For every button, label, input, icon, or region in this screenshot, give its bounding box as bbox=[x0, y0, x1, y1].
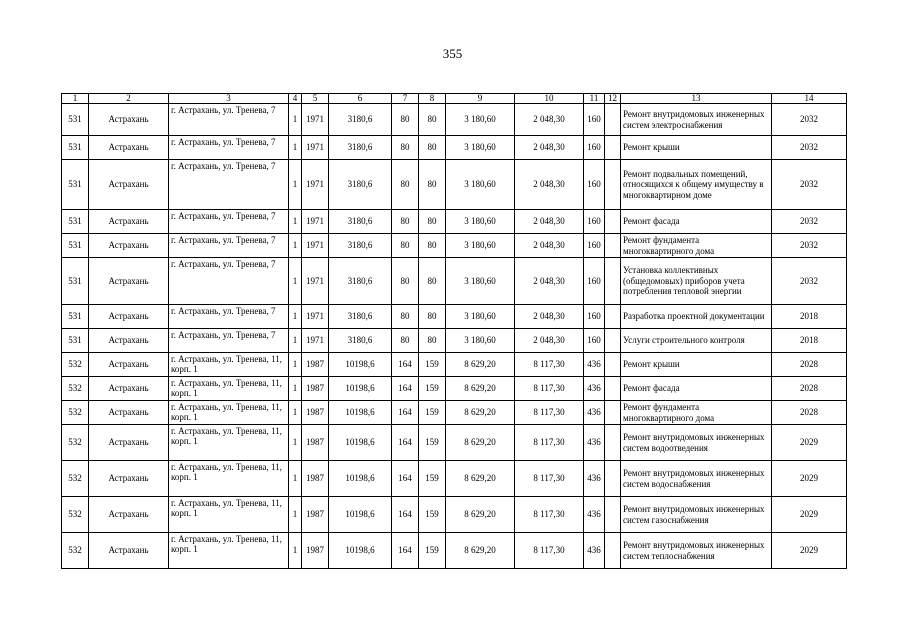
cell-address: г. Астрахань, ул. Тренева, 7 bbox=[169, 160, 289, 210]
cell-col11: 160 bbox=[584, 160, 605, 210]
cell-work-type: Ремонт подвальных помещений, относящихся к общему имуществу в многоквартирном доме bbox=[621, 160, 772, 210]
cell-col8: 80 bbox=[419, 258, 446, 305]
cell-area: 10198,6 bbox=[329, 377, 392, 401]
cell-col4: 1 bbox=[289, 305, 302, 329]
cell-area: 3180,6 bbox=[329, 329, 392, 353]
cell-col10: 8 117,30 bbox=[515, 377, 584, 401]
cell-col10: 8 117,30 bbox=[515, 353, 584, 377]
cell-number: 531 bbox=[62, 136, 89, 160]
capital-repair-table bbox=[61, 93, 847, 569]
cell-col11: 160 bbox=[584, 258, 605, 305]
cell-col9: 8 629,20 bbox=[446, 461, 515, 497]
cell-col8: 80 bbox=[419, 234, 446, 258]
cell-term: 2028 bbox=[772, 401, 847, 425]
cell-term: 2028 bbox=[772, 377, 847, 401]
cell-city: Астрахань bbox=[89, 533, 169, 569]
cell-col4: 1 bbox=[289, 136, 302, 160]
column-number: 10 bbox=[515, 94, 584, 104]
column-number: 3 bbox=[169, 94, 289, 104]
cell-address: г. Астрахань, ул. Тренева, 11, корп. 1 bbox=[169, 401, 289, 425]
cell-term: 2029 bbox=[772, 497, 847, 533]
cell-term: 2032 bbox=[772, 258, 847, 305]
cell-col12 bbox=[605, 329, 621, 353]
cell-col7: 164 bbox=[392, 353, 419, 377]
cell-col7: 164 bbox=[392, 401, 419, 425]
cell-term: 2018 bbox=[772, 329, 847, 353]
cell-number: 531 bbox=[62, 104, 89, 136]
cell-area: 3180,6 bbox=[329, 234, 392, 258]
cell-work-type: Ремонт внутридомовых инженерных систем водоснабжения bbox=[621, 461, 772, 497]
cell-year: 1971 bbox=[302, 234, 329, 258]
cell-col7: 164 bbox=[392, 533, 419, 569]
cell-col8: 80 bbox=[419, 305, 446, 329]
cell-col11: 436 bbox=[584, 497, 605, 533]
cell-address: г. Астрахань, ул. Тренева, 11, корп. 1 bbox=[169, 497, 289, 533]
cell-col11: 160 bbox=[584, 329, 605, 353]
cell-term: 2029 bbox=[772, 425, 847, 461]
cell-year: 1987 bbox=[302, 377, 329, 401]
table-row bbox=[62, 305, 847, 329]
cell-col7: 80 bbox=[392, 104, 419, 136]
cell-col9: 3 180,60 bbox=[446, 305, 515, 329]
column-number: 5 bbox=[302, 94, 329, 104]
cell-year: 1971 bbox=[302, 329, 329, 353]
cell-col8: 159 bbox=[419, 425, 446, 461]
cell-year: 1987 bbox=[302, 353, 329, 377]
cell-col10: 8 117,30 bbox=[515, 497, 584, 533]
cell-col8: 80 bbox=[419, 329, 446, 353]
cell-col7: 80 bbox=[392, 305, 419, 329]
cell-col9: 8 629,20 bbox=[446, 533, 515, 569]
cell-area: 3180,6 bbox=[329, 210, 392, 234]
cell-city: Астрахань bbox=[89, 210, 169, 234]
cell-col4: 1 bbox=[289, 377, 302, 401]
cell-col7: 164 bbox=[392, 425, 419, 461]
cell-col9: 8 629,20 bbox=[446, 401, 515, 425]
table-row bbox=[62, 401, 847, 425]
column-number: 14 bbox=[772, 94, 847, 104]
table-row bbox=[62, 497, 847, 533]
cell-col10: 8 117,30 bbox=[515, 533, 584, 569]
column-number: 6 bbox=[329, 94, 392, 104]
cell-col7: 164 bbox=[392, 497, 419, 533]
cell-col10: 2 048,30 bbox=[515, 234, 584, 258]
table-row bbox=[62, 461, 847, 497]
cell-term: 2029 bbox=[772, 533, 847, 569]
cell-work-type: Ремонт внутридомовых инженерных систем теплоснабжения bbox=[621, 533, 772, 569]
cell-col10: 2 048,30 bbox=[515, 329, 584, 353]
cell-area: 10198,6 bbox=[329, 497, 392, 533]
cell-address: г. Астрахань, ул. Тренева, 7 bbox=[169, 305, 289, 329]
cell-col7: 80 bbox=[392, 160, 419, 210]
cell-col8: 159 bbox=[419, 401, 446, 425]
cell-col8: 159 bbox=[419, 497, 446, 533]
cell-city: Астрахань bbox=[89, 104, 169, 136]
cell-address: г. Астрахань, ул. Тренева, 11, корп. 1 bbox=[169, 533, 289, 569]
cell-area: 3180,6 bbox=[329, 136, 392, 160]
cell-city: Астрахань bbox=[89, 136, 169, 160]
cell-col7: 164 bbox=[392, 461, 419, 497]
cell-col8: 159 bbox=[419, 533, 446, 569]
table-row bbox=[62, 210, 847, 234]
cell-col12 bbox=[605, 425, 621, 461]
cell-area: 3180,6 bbox=[329, 160, 392, 210]
cell-city: Астрахань bbox=[89, 258, 169, 305]
cell-col10: 2 048,30 bbox=[515, 210, 584, 234]
cell-col12 bbox=[605, 136, 621, 160]
cell-number: 532 bbox=[62, 461, 89, 497]
cell-work-type: Ремонт внутридомовых инженерных систем газоснабжения bbox=[621, 497, 772, 533]
cell-year: 1987 bbox=[302, 461, 329, 497]
cell-area: 10198,6 bbox=[329, 353, 392, 377]
table-row bbox=[62, 104, 847, 136]
table-row bbox=[62, 160, 847, 210]
cell-col8: 80 bbox=[419, 104, 446, 136]
cell-col9: 8 629,20 bbox=[446, 497, 515, 533]
cell-col8: 159 bbox=[419, 461, 446, 497]
cell-col9: 3 180,60 bbox=[446, 210, 515, 234]
cell-work-type: Установка коллективных (общедомовых) приборов учета потребления тепловой энергии bbox=[621, 258, 772, 305]
cell-col11: 436 bbox=[584, 461, 605, 497]
cell-number: 531 bbox=[62, 305, 89, 329]
cell-col7: 80 bbox=[392, 329, 419, 353]
cell-col8: 159 bbox=[419, 353, 446, 377]
cell-term: 2028 bbox=[772, 353, 847, 377]
cell-year: 1971 bbox=[302, 210, 329, 234]
cell-col12 bbox=[605, 497, 621, 533]
cell-address: г. Астрахань, ул. Тренева, 7 bbox=[169, 329, 289, 353]
cell-col8: 80 bbox=[419, 160, 446, 210]
cell-col4: 1 bbox=[289, 401, 302, 425]
cell-city: Астрахань bbox=[89, 497, 169, 533]
cell-address: г. Астрахань, ул. Тренева, 7 bbox=[169, 136, 289, 160]
cell-col11: 160 bbox=[584, 210, 605, 234]
cell-address: г. Астрахань, ул. Тренева, 11, корп. 1 bbox=[169, 377, 289, 401]
cell-col11: 436 bbox=[584, 377, 605, 401]
cell-col9: 3 180,60 bbox=[446, 258, 515, 305]
cell-col12 bbox=[605, 210, 621, 234]
cell-col7: 80 bbox=[392, 136, 419, 160]
cell-year: 1971 bbox=[302, 136, 329, 160]
table-row bbox=[62, 234, 847, 258]
cell-col4: 1 bbox=[289, 425, 302, 461]
table-row bbox=[62, 533, 847, 569]
column-number: 11 bbox=[584, 94, 605, 104]
cell-year: 1971 bbox=[302, 305, 329, 329]
cell-number: 531 bbox=[62, 234, 89, 258]
cell-area: 10198,6 bbox=[329, 401, 392, 425]
column-number: 4 bbox=[289, 94, 302, 104]
cell-area: 10198,6 bbox=[329, 425, 392, 461]
cell-address: г. Астрахань, ул. Тренева, 7 bbox=[169, 210, 289, 234]
cell-col4: 1 bbox=[289, 160, 302, 210]
table-row bbox=[62, 136, 847, 160]
cell-number: 531 bbox=[62, 258, 89, 305]
cell-address: г. Астрахань, ул. Тренева, 7 bbox=[169, 234, 289, 258]
cell-work-type: Услуги строительного контроля bbox=[621, 329, 772, 353]
column-number: 7 bbox=[392, 94, 419, 104]
cell-col10: 2 048,30 bbox=[515, 305, 584, 329]
cell-city: Астрахань bbox=[89, 160, 169, 210]
cell-col9: 3 180,60 bbox=[446, 136, 515, 160]
cell-area: 10198,6 bbox=[329, 533, 392, 569]
cell-work-type: Ремонт фундамента многоквартирного дома bbox=[621, 401, 772, 425]
cell-number: 532 bbox=[62, 377, 89, 401]
column-number: 13 bbox=[621, 94, 772, 104]
cell-work-type: Ремонт внутридомовых инженерных систем электроснабжения bbox=[621, 104, 772, 136]
cell-address: г. Астрахань, ул. Тренева, 11, корп. 1 bbox=[169, 461, 289, 497]
cell-col8: 80 bbox=[419, 210, 446, 234]
table-row bbox=[62, 258, 847, 305]
cell-col10: 2 048,30 bbox=[515, 136, 584, 160]
cell-term: 2032 bbox=[772, 234, 847, 258]
table-row bbox=[62, 329, 847, 353]
cell-year: 1971 bbox=[302, 258, 329, 305]
cell-col11: 160 bbox=[584, 305, 605, 329]
cell-city: Астрахань bbox=[89, 401, 169, 425]
cell-work-type: Ремонт внутридомовых инженерных систем водоотведения bbox=[621, 425, 772, 461]
cell-city: Астрахань bbox=[89, 377, 169, 401]
column-number: 1 bbox=[62, 94, 89, 104]
cell-address: г. Астрахань, ул. Тренева, 11, корп. 1 bbox=[169, 425, 289, 461]
cell-work-type: Ремонт крыши bbox=[621, 353, 772, 377]
cell-col12 bbox=[605, 533, 621, 569]
cell-col4: 1 bbox=[289, 258, 302, 305]
cell-col11: 160 bbox=[584, 104, 605, 136]
cell-col4: 1 bbox=[289, 533, 302, 569]
cell-year: 1987 bbox=[302, 497, 329, 533]
cell-term: 2029 bbox=[772, 461, 847, 497]
cell-number: 531 bbox=[62, 329, 89, 353]
cell-col9: 3 180,60 bbox=[446, 160, 515, 210]
cell-col4: 1 bbox=[289, 497, 302, 533]
cell-col9: 8 629,20 bbox=[446, 377, 515, 401]
column-number: 12 bbox=[605, 94, 621, 104]
cell-term: 2018 bbox=[772, 305, 847, 329]
cell-col4: 1 bbox=[289, 329, 302, 353]
cell-col9: 3 180,60 bbox=[446, 234, 515, 258]
table-row bbox=[62, 353, 847, 377]
table-row bbox=[62, 377, 847, 401]
cell-address: г. Астрахань, ул. Тренева, 11, корп. 1 bbox=[169, 353, 289, 377]
cell-col11: 436 bbox=[584, 533, 605, 569]
cell-col12 bbox=[605, 377, 621, 401]
cell-address: г. Астрахань, ул. Тренева, 7 bbox=[169, 258, 289, 305]
cell-year: 1987 bbox=[302, 533, 329, 569]
cell-col12 bbox=[605, 104, 621, 136]
cell-term: 2032 bbox=[772, 160, 847, 210]
column-number: 8 bbox=[419, 94, 446, 104]
cell-year: 1987 bbox=[302, 425, 329, 461]
cell-col8: 80 bbox=[419, 136, 446, 160]
cell-work-type: Разработка проектной документации bbox=[621, 305, 772, 329]
cell-col4: 1 bbox=[289, 353, 302, 377]
cell-col10: 8 117,30 bbox=[515, 401, 584, 425]
cell-col7: 80 bbox=[392, 258, 419, 305]
cell-col4: 1 bbox=[289, 234, 302, 258]
cell-col7: 164 bbox=[392, 377, 419, 401]
cell-area: 3180,6 bbox=[329, 305, 392, 329]
cell-area: 3180,6 bbox=[329, 104, 392, 136]
cell-number: 531 bbox=[62, 160, 89, 210]
cell-work-type: Ремонт фасада bbox=[621, 377, 772, 401]
cell-col12 bbox=[605, 305, 621, 329]
cell-col12 bbox=[605, 160, 621, 210]
cell-col10: 2 048,30 bbox=[515, 104, 584, 136]
cell-col11: 436 bbox=[584, 425, 605, 461]
cell-col12 bbox=[605, 258, 621, 305]
cell-number: 531 bbox=[62, 210, 89, 234]
cell-col4: 1 bbox=[289, 104, 302, 136]
cell-col10: 2 048,30 bbox=[515, 160, 584, 210]
cell-number: 532 bbox=[62, 425, 89, 461]
cell-col11: 160 bbox=[584, 136, 605, 160]
cell-term: 2032 bbox=[772, 104, 847, 136]
cell-number: 532 bbox=[62, 401, 89, 425]
cell-city: Астрахань bbox=[89, 305, 169, 329]
cell-area: 10198,6 bbox=[329, 461, 392, 497]
cell-address: г. Астрахань, ул. Тренева, 7 bbox=[169, 104, 289, 136]
cell-work-type: Ремонт фасада bbox=[621, 210, 772, 234]
cell-work-type: Ремонт крыши bbox=[621, 136, 772, 160]
cell-city: Астрахань bbox=[89, 234, 169, 258]
cell-year: 1971 bbox=[302, 160, 329, 210]
cell-city: Астрахань bbox=[89, 353, 169, 377]
cell-col12 bbox=[605, 461, 621, 497]
column-number: 2 bbox=[89, 94, 169, 104]
cell-col8: 159 bbox=[419, 377, 446, 401]
cell-col10: 2 048,30 bbox=[515, 258, 584, 305]
cell-city: Астрахань bbox=[89, 425, 169, 461]
cell-col12 bbox=[605, 353, 621, 377]
cell-city: Астрахань bbox=[89, 461, 169, 497]
cell-term: 2032 bbox=[772, 136, 847, 160]
cell-col12 bbox=[605, 401, 621, 425]
cell-col4: 1 bbox=[289, 461, 302, 497]
cell-col9: 8 629,20 bbox=[446, 425, 515, 461]
column-number: 9 bbox=[446, 94, 515, 104]
cell-term: 2032 bbox=[772, 210, 847, 234]
cell-year: 1987 bbox=[302, 401, 329, 425]
table-body bbox=[62, 94, 847, 569]
cell-year: 1971 bbox=[302, 104, 329, 136]
cell-work-type: Ремонт фундамента многоквартирного дома bbox=[621, 234, 772, 258]
cell-col9: 3 180,60 bbox=[446, 104, 515, 136]
page-number: 355 bbox=[442, 46, 463, 61]
cell-col9: 3 180,60 bbox=[446, 329, 515, 353]
cell-city: Астрахань bbox=[89, 329, 169, 353]
cell-col12 bbox=[605, 234, 621, 258]
cell-col11: 436 bbox=[584, 401, 605, 425]
column-number-row bbox=[62, 94, 847, 104]
cell-col11: 160 bbox=[584, 234, 605, 258]
cell-col4: 1 bbox=[289, 210, 302, 234]
table-row bbox=[62, 425, 847, 461]
cell-number: 532 bbox=[62, 353, 89, 377]
cell-col7: 80 bbox=[392, 234, 419, 258]
cell-number: 532 bbox=[62, 533, 89, 569]
cell-number: 532 bbox=[62, 497, 89, 533]
cell-col10: 8 117,30 bbox=[515, 461, 584, 497]
cell-col11: 436 bbox=[584, 353, 605, 377]
cell-col9: 8 629,20 bbox=[446, 353, 515, 377]
cell-area: 3180,6 bbox=[329, 258, 392, 305]
cell-col7: 80 bbox=[392, 210, 419, 234]
cell-col10: 8 117,30 bbox=[515, 425, 584, 461]
